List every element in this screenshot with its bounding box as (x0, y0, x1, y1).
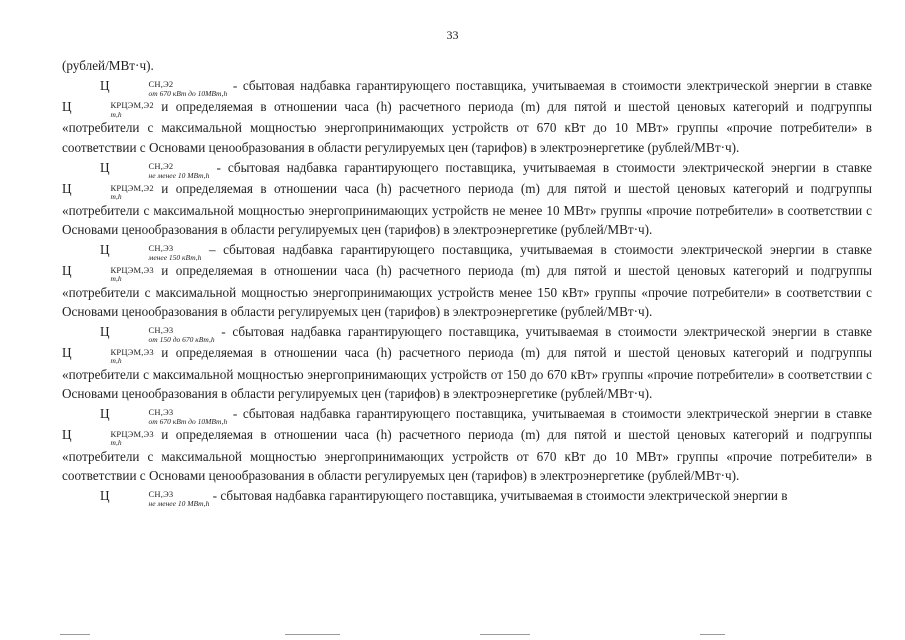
formula-symbol: Ц СН,Э2 не менее 10 МВт,h (100, 159, 210, 180)
scan-edge-artifact (0, 634, 905, 636)
paragraph-text: - сбытовая надбавка гарантирующего поставщика, учитываемая в стоимости электрической энергии в ставке (209, 159, 872, 175)
page-number: 33 (446, 28, 459, 42)
paragraph-text: и определяемая в отношении часа (h) расчетного периода (m) для пятой и шестой ценовых категорий и подгруппы «потребители с максимальной мощностью энергопринимающих устройств не менее 10 МВт» группы «прочие потребители» в соответствии с Основами ценообразования в области регулируемых цен (тарифов) в электроэнергетике (рублей/МВт·ч). (62, 181, 872, 238)
paragraph-text: и определяемая в отношении часа (h) расчетного периода (m) для пятой и шестой ценовых категорий и подгруппы «потребители с максимальной мощностью энергопринимающих устройств от 670 кВт до 10 МВт» группы «прочие потребители» в соответствии с Основами ценообразования в области регулируемых цен (тарифов) в электроэнергетике (рублей/МВт·ч). (62, 427, 872, 484)
paragraph-surcharge-e3-150-670kw (62, 322, 872, 404)
paragraph-text: - сбытовая надбавка гарантирующего поставщика, учитываемая в стоимости электрической энергии в (209, 487, 788, 503)
formula-symbol: Ц КРЦЭМ,Э2 m,h (62, 181, 154, 202)
paragraph-text: и определяемая в отношении часа (h) расчетного периода (m) для пятой и шестой ценовых категорий и подгруппы «потребители с максимальной мощностью энергопринимающих устройств менее 150 кВт» группы «прочие потребители» в соответствии с Основами ценообразования в области регулируемых цен (тарифов) в электроэнергетике (рублей/МВт·ч). (62, 263, 872, 320)
text-line-units: (рублей/МВт·ч). (62, 58, 154, 73)
paragraph-text: - сбытовая надбавка гарантирующего поставщика, учитываемая в стоимости электрической энергии в ставке (227, 405, 872, 421)
formula-symbol: Ц СН,Э3 не менее 10 МВт,h (100, 487, 210, 508)
paragraph-surcharge-e3-10mw-plus (62, 486, 872, 507)
paragraph-surcharge-e2-10mw-plus (62, 158, 872, 240)
paragraph-surcharge-e3-under-150kw (62, 240, 872, 322)
paragraph-text: - сбытовая надбавка гарантирующего поставщика, учитываемая в стоимости электрической энергии в ставке (227, 77, 872, 93)
formula-symbol: Ц СН,Э2 от 670 кВт до 10МВт,h (100, 77, 228, 98)
paragraph-text: и определяемая в отношении часа (h) расчетного периода (m) для пятой и шестой ценовых категорий и подгруппы «потребители с максимальной мощностью энергопринимающих устройств от 150 до 670 кВт» группы «прочие потребители» в соответствии с Основами ценообразования в области регулируемых цен (тарифов) в электроэнергетике (рублей/МВт·ч). (62, 345, 872, 402)
formula-symbol: Ц КРЦЭМ,Э3 m,h (62, 345, 154, 366)
paragraph-surcharge-e3-670kw-10mw (62, 404, 872, 486)
formula-symbol: Ц КРЦЭМ,Э2 m,h (62, 99, 154, 119)
paragraph-surcharge-e2-670kw-10mw (62, 76, 872, 158)
formula-symbol: Ц СН,Э3 от 670 кВт до 10МВт,h (100, 405, 228, 426)
paragraph-text: и определяемая в отношении часа (h) расчетного периода (m) для пятой и шестой ценовых категорий и подгруппы «потребители с максимальной мощностью энергопринимающих устройств от 670 кВт до 10 МВт» группы «прочие потребители» в соответствии с Основами ценообразования в области регулируемых цен (тарифов) в электроэнергетике (рублей/МВт·ч). (62, 99, 872, 156)
document-body (62, 56, 872, 507)
paragraph-text: - сбытовая надбавка гарантирующего поставщика, учитываемая в стоимости электрической энергии в ставке (214, 323, 872, 339)
formula-symbol: Ц СН,Э3 менее 150 кВт,h (100, 241, 202, 262)
formula-symbol: Ц КРЦЭМ,Э3 m,h (62, 427, 154, 448)
formula-symbol: Ц КРЦЭМ,Э3 m,h (62, 263, 154, 284)
formula-symbol: Ц СН,Э3 от 150 до 670 кВт,h (100, 323, 215, 344)
paragraph-text: – сбытовая надбавка гарантирующего поставщика, учитываемая в стоимости электрической энергии в ставке (201, 241, 872, 257)
